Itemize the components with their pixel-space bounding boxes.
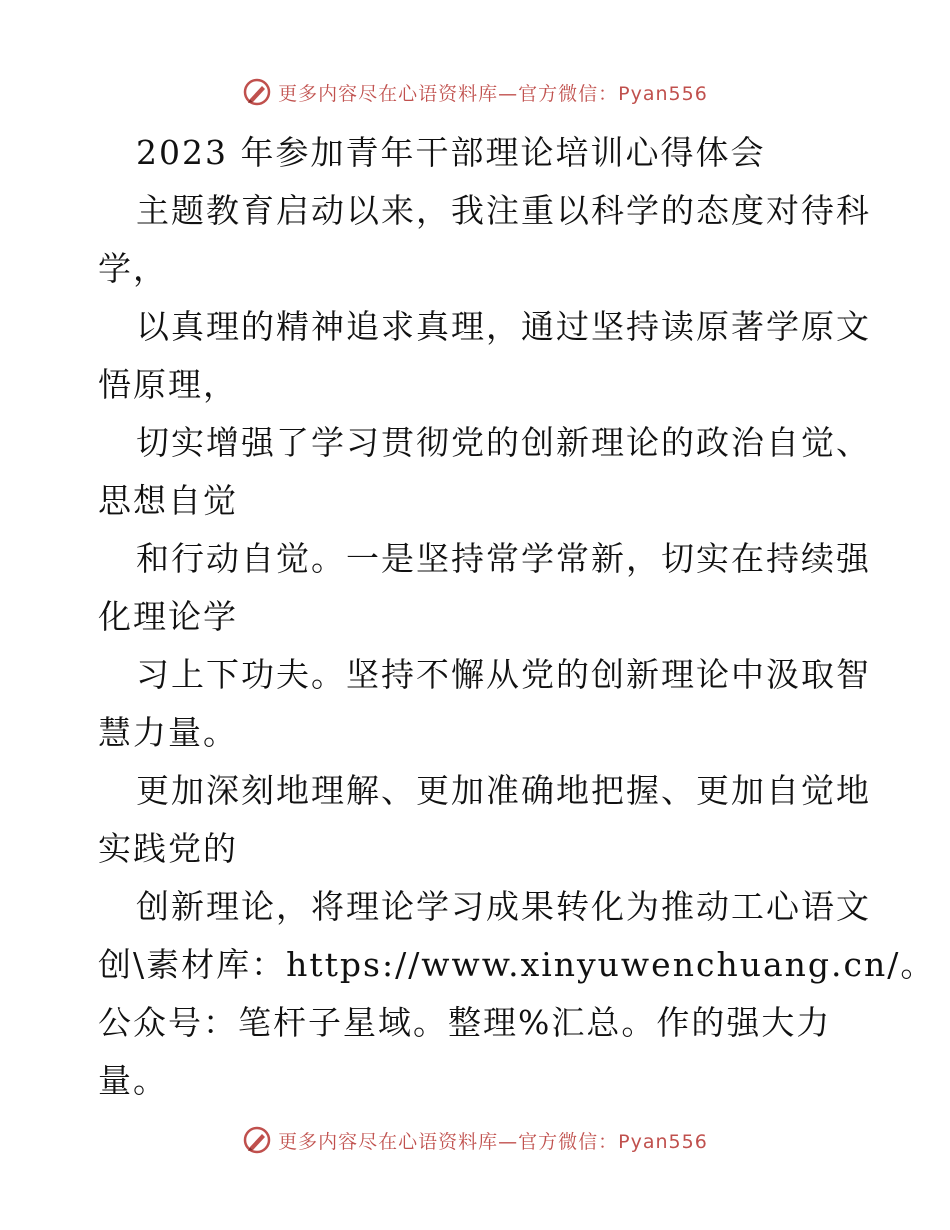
document-line: 公众号：笔杆子星域。整理%汇总。作的强大力 (98, 1003, 832, 1042)
document-line: 习上下功夫。坚持不懈从党的创新理论中汲取智 (136, 655, 871, 694)
document-line: 和行动自觉。一是坚持常学常新，切实在持续强 (136, 539, 871, 578)
document-body (98, 124, 936, 1110)
document-line: 创新理论，将理论学习成果转化为推动工心语文 (136, 887, 871, 926)
document-line: 学， (98, 249, 168, 288)
document-line: 化理论学 (98, 597, 238, 636)
document-line: 以真理的精神追求真理，通过坚持读原著学原文 (136, 307, 871, 346)
header-watermark (0, 72, 950, 112)
watermark-text: 更多内容尽在心语资料库—官方微信：Pyan556 (278, 1130, 708, 1153)
footer-watermark (0, 1120, 950, 1160)
pen-logo-icon (242, 77, 272, 107)
document-line: 主题教育启动以来，我注重以科学的态度对待科 (136, 191, 871, 230)
document-line: 更加深刻地理解、更加准确地把握、更加自觉地 (136, 771, 871, 810)
document-line: 悟原理， (98, 365, 238, 404)
document-line: 切实增强了学习贯彻党的创新理论的政治自觉、 (136, 423, 871, 462)
watermark-text: 更多内容尽在心语资料库—官方微信：Pyan556 (278, 82, 708, 105)
document-line: 慧力量。 (98, 713, 238, 752)
pen-logo-icon (242, 1125, 272, 1155)
document-line: 量。 (98, 1061, 168, 1100)
document-line: 实践党的 (98, 829, 238, 868)
document-line: 思想自觉 (98, 481, 238, 520)
document-line: 创\素材库：https://www.xinyuwenchuang.cn/。 (98, 945, 936, 984)
document-line: 2023 年参加青年干部理论培训心得体会 (136, 133, 766, 172)
